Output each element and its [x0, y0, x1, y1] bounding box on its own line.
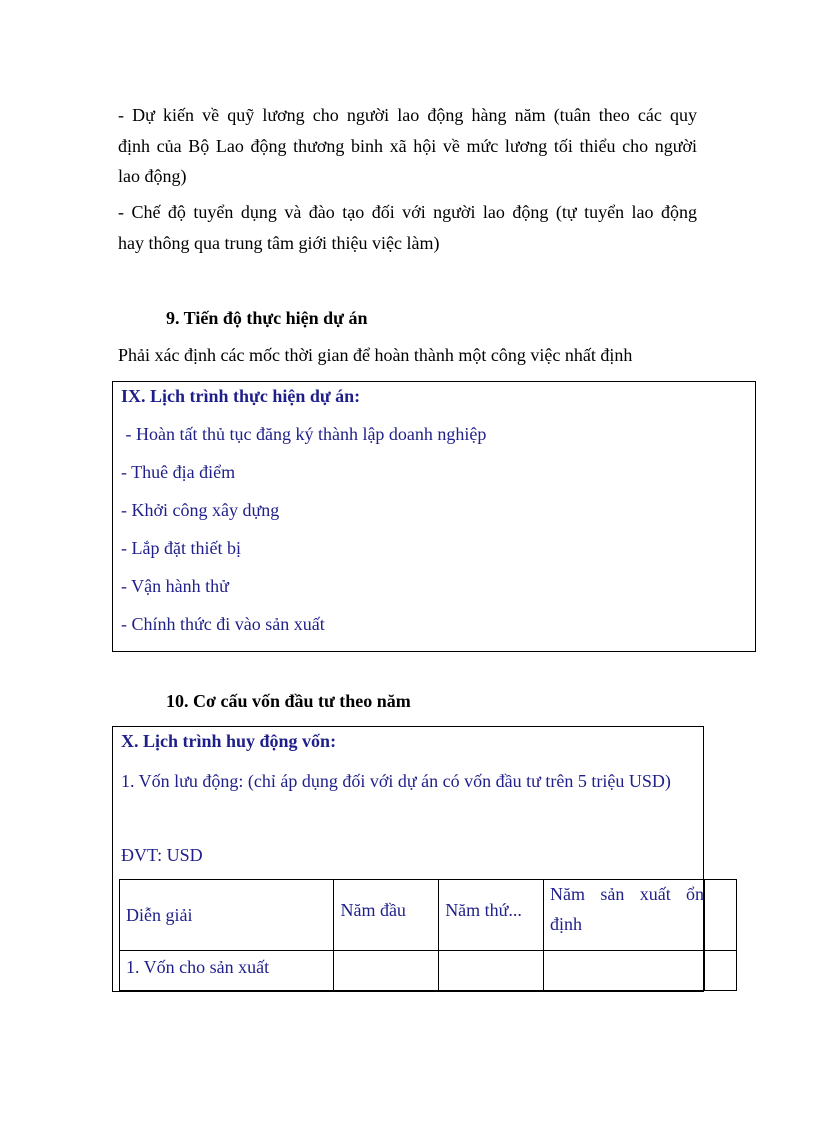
schedule-item: - Vận hành thử	[121, 576, 229, 596]
table-cell	[334, 951, 439, 991]
text-line: hay thông qua trung tâm giới thiệu việc làm)	[118, 232, 440, 253]
schedule-item: - Lắp đặt thiết bị	[121, 538, 241, 558]
section-9-intro: Phải xác định các mốc thời gian để hoàn thành một công việc nhất định	[118, 345, 633, 365]
schedule-item: - Thuê địa điểm	[121, 462, 236, 482]
working-capital-line: 1. Vốn lưu động: (chỉ áp dụng đối với dự án có vốn đầu tư trên 5 triệu USD)	[121, 771, 671, 791]
header-cell	[544, 880, 705, 951]
schedule-item: - Hoàn tất thủ tục đăng ký thành lập doanh nghiệp	[121, 424, 487, 444]
section-10-heading: 10. Cơ cấu vốn đầu tư theo năm	[166, 691, 411, 711]
capital-table	[119, 879, 737, 991]
text-line: - Chế độ tuyển dụng và đào tạo đối với người lao động (tự tuyển lao động	[118, 202, 697, 222]
table-cell	[544, 951, 705, 991]
section-9-heading: 9. Tiến độ thực hiện dự án	[166, 308, 368, 328]
table-cell: 1. Vốn cho sản xuất	[120, 951, 334, 991]
table-cell	[439, 951, 544, 991]
table-header-row	[120, 880, 737, 951]
schedule-box-title: IX. Lịch trình thực hiện dự án:	[121, 386, 361, 406]
header-word: sản	[600, 884, 625, 904]
schedule-item: - Chính thức đi vào sản xuất	[121, 614, 325, 634]
table-row	[120, 951, 737, 991]
header-word: định	[550, 914, 583, 934]
header-word: ổn	[686, 884, 705, 904]
header-cell: Năm thứ...	[439, 880, 544, 951]
unit-label: ĐVT: USD	[121, 845, 203, 865]
header-cell	[705, 880, 737, 951]
schedule-box	[112, 381, 756, 652]
paragraph-wage-fund	[118, 100, 697, 192]
text-line: định của Bộ Lao động thương binh xã hội về mức lương tối thiểu cho người	[118, 135, 697, 156]
paragraph-recruitment	[118, 197, 697, 258]
table-cell	[705, 951, 737, 991]
header-word: xuất	[639, 884, 671, 904]
text-line: lao động)	[118, 166, 187, 186]
header-cell: Năm đầu	[334, 880, 439, 951]
schedule-item: - Khởi công xây dựng	[121, 500, 280, 520]
header-cell: Diễn giải	[120, 880, 334, 951]
header-word: Năm	[550, 884, 586, 904]
text-line: - Dự kiến về quỹ lương cho người lao động hàng năm (tuân theo các quy	[118, 105, 697, 125]
capital-box-title: X. Lịch trình huy động vốn:	[121, 731, 337, 751]
